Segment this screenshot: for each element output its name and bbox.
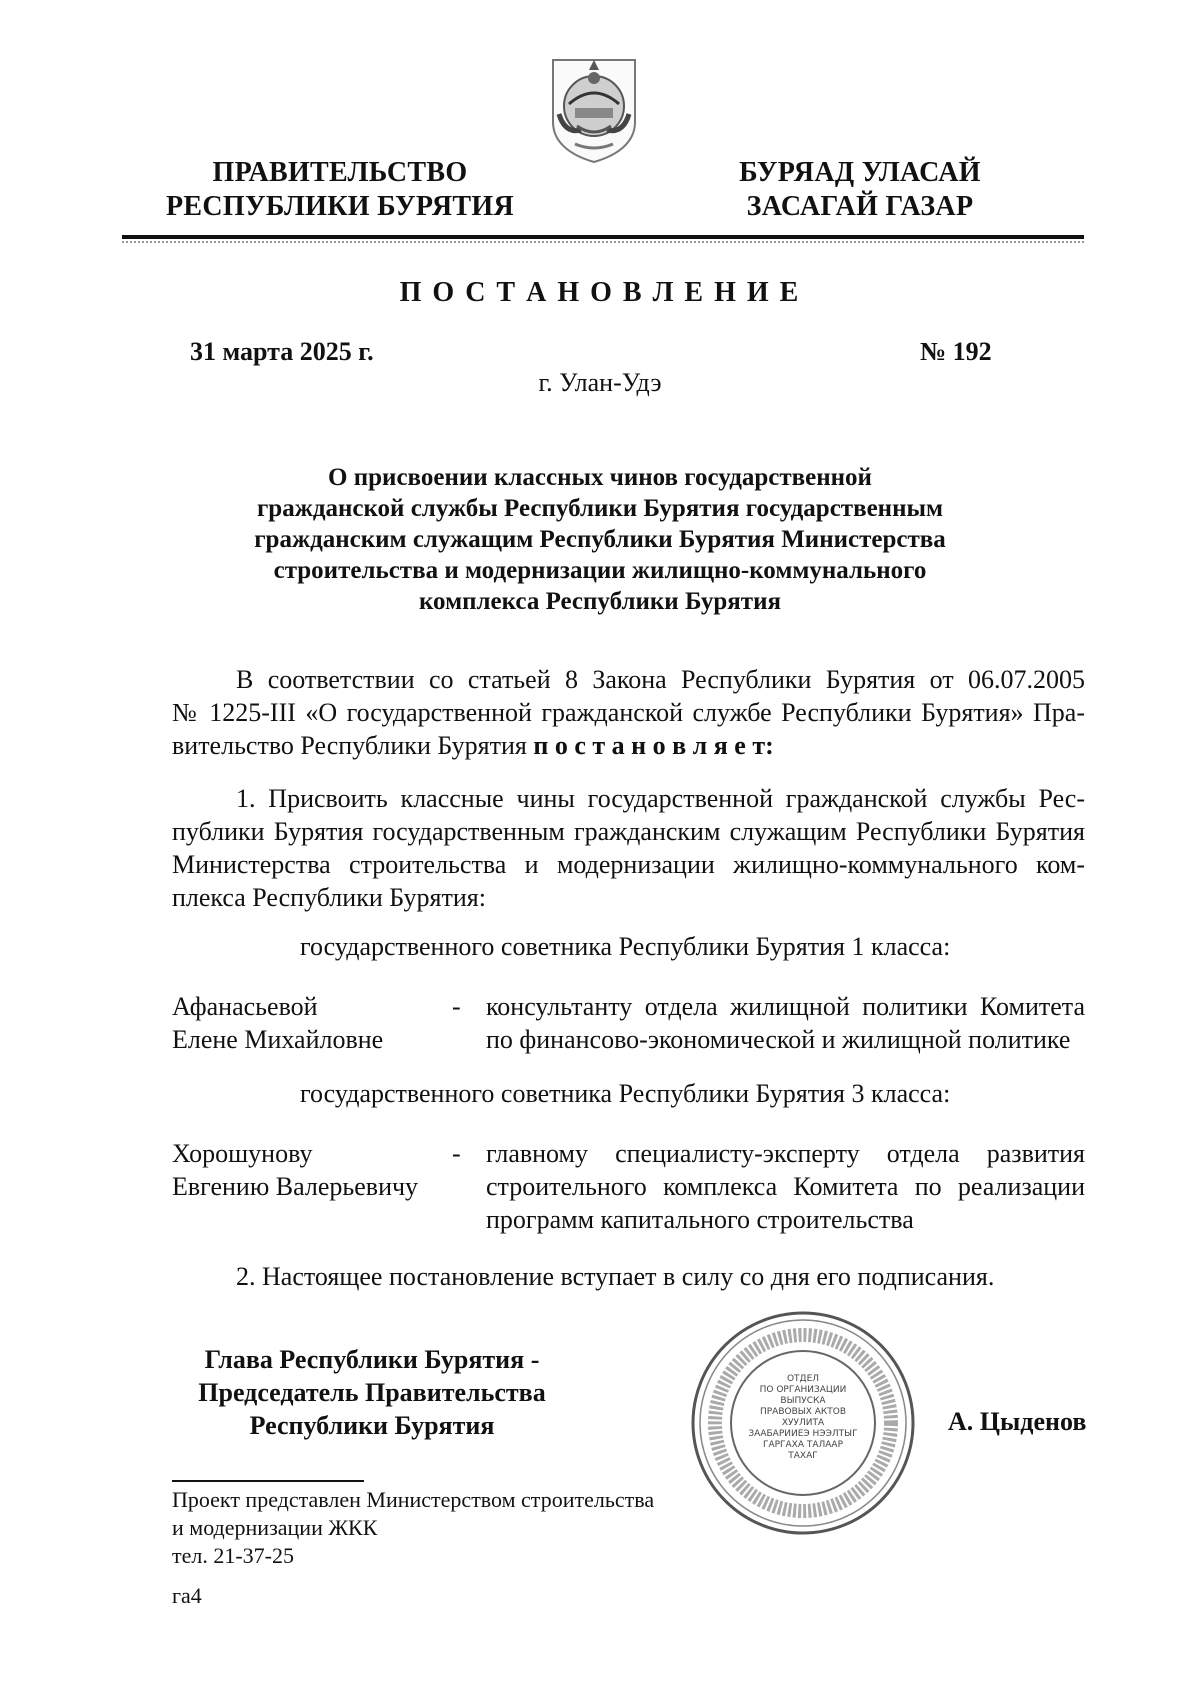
seal-text-line: ПРАВОВЫХ АКТОВ <box>759 1407 847 1417</box>
item1-line-text: 1. Присвоить классные чины государственной гражданской службы Рес- <box>236 784 1085 813</box>
person2-position-line <box>486 1170 1085 1203</box>
person1-position <box>486 990 1085 1056</box>
preamble-line-text: № 1225-III «О государственной гражданской службе Республики Бурятия» Пра- <box>172 698 1085 727</box>
preamble-line <box>172 696 1085 729</box>
header-rule-thin <box>122 241 1084 243</box>
signature-title <box>172 1343 572 1442</box>
preamble-paragraph <box>172 663 1085 762</box>
person1-position-line <box>486 1023 1085 1056</box>
preamble-line <box>172 663 1085 696</box>
footnote <box>172 1486 654 1570</box>
header-left-line2: РЕСПУБЛИКИ БУРЯТИЯ <box>166 191 514 222</box>
doc-type-title: П О С Т А Н О В Л Е Н И Е <box>399 277 801 308</box>
footnote-rule <box>172 1480 364 1482</box>
person2-position-line <box>486 1137 1085 1170</box>
doc-title-line: комплекса Республики Бурятия <box>418 588 781 615</box>
seal-text-line: ЗААБАРИИЕЭ НЭЭЛТЫГ <box>748 1429 858 1439</box>
seal-text-line: ПО ОРГАНИЗАЦИИ <box>759 1385 847 1395</box>
seal-text-line: ВЫПУСКА <box>780 1396 826 1406</box>
person2-position-text: строительного комплекса Комитета по реализации <box>486 1172 1085 1201</box>
doc-city: г. Улан-Удэ <box>538 368 662 397</box>
doc-number: № 192 <box>920 337 992 366</box>
signatory-name: А. Цыденов <box>948 1407 1087 1436</box>
person2-name <box>172 1137 418 1203</box>
header-right <box>690 156 1030 224</box>
item1-line <box>172 848 1085 881</box>
item1-line <box>172 881 1085 914</box>
item1-paragraph <box>172 782 1085 914</box>
rank-2-heading: государственного советника Республики Бурятия 3 класса: <box>300 1079 951 1108</box>
item2-paragraph: 2. Настоящее постановление вступает в силу со дня его подписания. <box>236 1262 995 1291</box>
person2-given-name: Евгению Валерьевичу <box>172 1172 419 1201</box>
doc-date: 31 марта 2025 г. <box>190 337 374 366</box>
person2-dash: - <box>452 1139 461 1168</box>
header-left-line1: ПРАВИТЕЛЬСТВО <box>212 157 468 188</box>
seal-inner-text <box>728 1374 878 1462</box>
footnote-line: Проект представлен Министерством строительства <box>172 1487 655 1512</box>
seal-text-line: ГАРГАХА ТАЛААР <box>762 1440 844 1450</box>
person1-position-text: консультанту отдела жилищной политики Комитета <box>486 992 1085 1021</box>
doc-title-line: гражданской службы Республики Бурятия государственным <box>256 495 944 522</box>
header-left <box>150 156 530 224</box>
seal-text-line: ОТДЕЛ <box>786 1374 820 1384</box>
signature-title-line: Глава Республики Бурятия - <box>204 1345 540 1374</box>
rank-1-heading: государственного советника Республики Бурятия 1 класса: <box>300 932 951 961</box>
person1-name <box>172 990 383 1056</box>
person1-position-text: по финансово-экономической и жилищной политике <box>486 1025 1071 1054</box>
item1-line <box>172 815 1085 848</box>
header-rule-thick <box>122 235 1084 239</box>
preamble-decree-word: п о с т а н о в л я е т: <box>533 731 774 760</box>
person2-position-text: программ капитального строительства <box>486 1205 914 1234</box>
item1-line-text: публики Бурятия государственным гражданским служащим Республики Бурятия <box>172 817 1085 846</box>
seal-text-line: ТАХАГ <box>788 1451 818 1461</box>
official-seal-stamp <box>688 1308 918 1538</box>
signature-title-line: Председатель Правительства <box>198 1378 546 1407</box>
person2-position-text: главному специалисту-эксперту отдела развития <box>486 1139 1085 1168</box>
doc-title-line: гражданским служащим Республики Бурятия Министерства <box>254 526 946 553</box>
footnote-line: и модернизации ЖКК <box>172 1515 378 1540</box>
person1-surname: Афанасьевой <box>172 992 318 1021</box>
doc-title-line: О присвоении классных чинов государственной <box>328 464 872 491</box>
item1-line <box>172 782 1085 815</box>
person1-position-line <box>486 990 1085 1023</box>
preamble-line <box>172 729 1085 762</box>
header-right-line2: ЗАСАГАЙ ГАЗАР <box>746 191 974 222</box>
person1-dash: - <box>452 992 461 1021</box>
person2-surname: Хорошунову <box>172 1139 313 1168</box>
preamble-line-text: В соответствии со статьей 8 Закона Республики Бурятия от 06.07.2005 <box>236 665 1085 694</box>
item1-line-text: плекса Республики Бурятия: <box>172 883 486 912</box>
signature-title-line: Республики Бурятия <box>249 1411 495 1440</box>
header-right-line1: БУРЯАД УЛАСАЙ <box>739 157 981 188</box>
preamble-line-text: вительство Республики Бурятия <box>172 731 534 760</box>
person1-given-name: Елене Михайловне <box>172 1025 384 1054</box>
coat-of-arms-emblem <box>545 52 643 164</box>
person2-position-line <box>486 1203 1085 1236</box>
doc-title <box>150 462 1050 617</box>
document-code: га4 <box>172 1583 202 1608</box>
person2-position <box>486 1137 1085 1236</box>
item1-line-text: Министерства строительства и модернизации жилищно-коммунального ком- <box>172 850 1085 879</box>
seal-text-line: ХУУЛИТА <box>781 1418 825 1428</box>
footnote-line: тел. 21-37-25 <box>172 1543 295 1568</box>
doc-title-line: строительства и модернизации жилищно-коммунального <box>273 557 927 584</box>
